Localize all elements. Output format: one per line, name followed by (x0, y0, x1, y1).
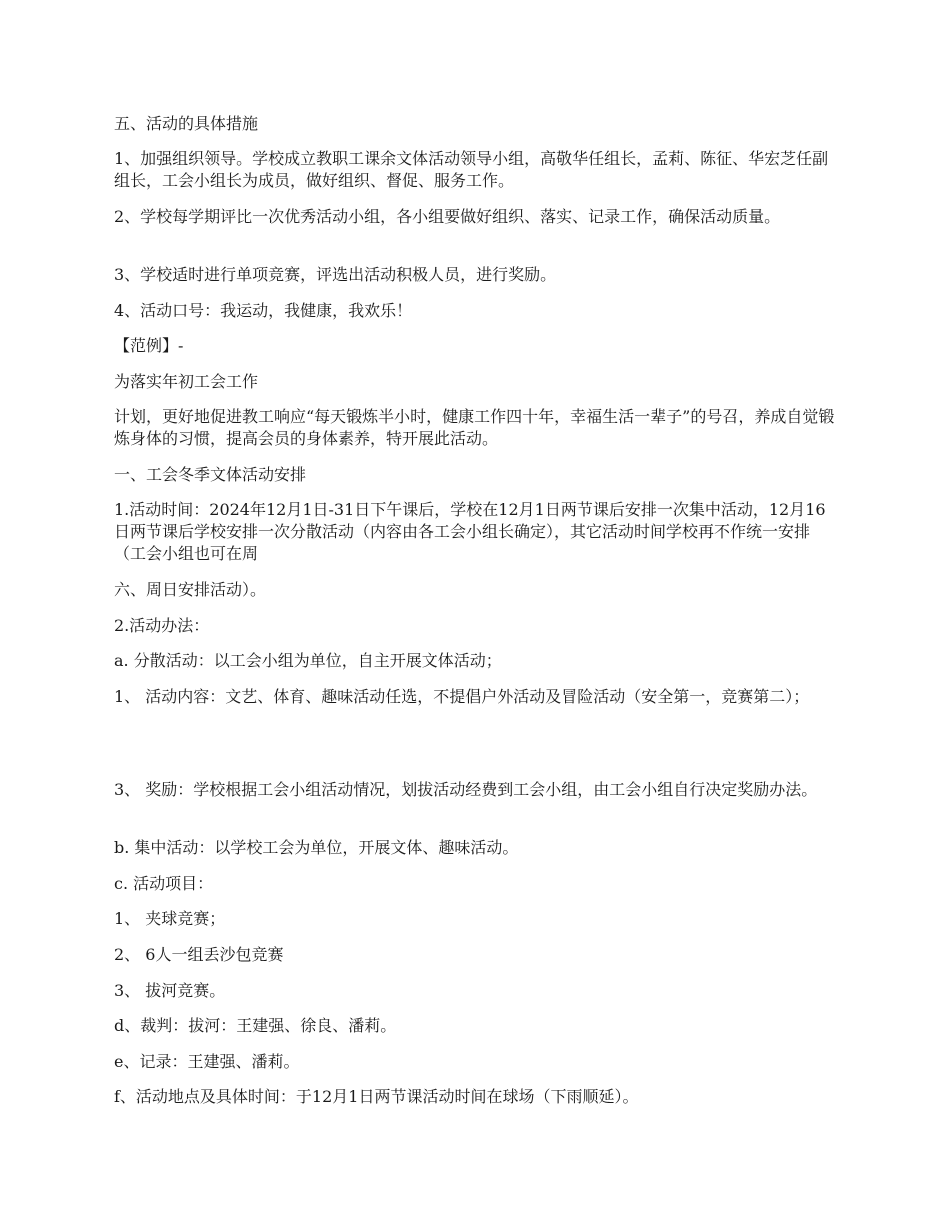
paragraph-reward: 3、 奖励：学校根据工会小组活动情况，划拔活动经费到工会小组，由工会小组自行决定奖励办法。 (114, 780, 818, 799)
section-heading-measures: 五、活动的具体措施 (114, 114, 259, 133)
paragraph-plan: 计划，更好地促进教工响应“每天锻炼半小时，健康工作四十年，幸福生活一辈子”的号召，养成自觉锻炼身体的习惯，提高会员的身体素养，特开展此活动。 (114, 407, 835, 448)
paragraph-scattered: a. 分散活动：以工会小组为单位，自主开展文体活动； (114, 651, 502, 670)
paragraph-centralized: b. 集中活动：以学校工会为单位，开展文体、趣味活动。 (114, 838, 519, 857)
list-item-sandbag: 2、 6人一组丢沙包竞赛 (114, 945, 284, 964)
paragraph-referees: d、裁判：拔河：王建强、徐良、潘莉。 (114, 1016, 397, 1035)
paragraph-weekend: 六、周日安排活动）。 (114, 580, 267, 599)
paragraph-method-heading: 2.活动办法： (114, 616, 210, 635)
list-item-tug-of-war: 3、 拔河竞赛。 (114, 981, 226, 1000)
list-item-ball: 1、 夹球竞赛； (114, 909, 226, 928)
paragraph-activity-time: 1.活动时间：2024年12月1日-31日下午课后，学校在12月1日两节课后安排一次集中活动，12月16日两节课后学校安排一次分散活动（内容由各工会小组长确定），其它活动时间学校再不作统一安排（工会小组也可在周 (114, 500, 826, 563)
paragraph-competition: 3、学校适时进行单项竞赛，评选出活动积极人员，进行奖励。 (114, 265, 557, 284)
section-heading-winter: 一、工会冬季文体活动安排 (114, 465, 307, 484)
paragraph-location-time: f、活动地点及具体时间：于12月1日两节课活动时间在球场（下雨顺延）。 (114, 1087, 639, 1106)
paragraph-intro-line: 为落实年初工会工作 (114, 372, 259, 391)
paragraph-organization: 1、加强组织领导。学校成立教职工课余文体活动领导小组，高敬华任组长，孟莉、陈征、华宏芝任副组长，工会小组长为成员，做好组织、督促、服务工作。 (114, 149, 829, 190)
paragraph-evaluation: 2、学校每学期评比一次优秀活动小组，各小组要做好组织、落实、记录工作，确保活动质量。 (114, 207, 781, 226)
paragraph-items-heading: c. 活动项目： (114, 874, 214, 893)
paragraph-slogan: 4、活动口号：我运动，我健康，我欢乐！ (114, 301, 413, 320)
paragraph-content: 1、 活动内容：文艺、体育、趣味活动任选，不提倡户外活动及冒险活动（安全第一，竞赛第二）； (114, 687, 810, 706)
example-label: 【范例】- (114, 336, 184, 355)
paragraph-recorders: e、记录：王建强、潘莉。 (114, 1052, 300, 1071)
